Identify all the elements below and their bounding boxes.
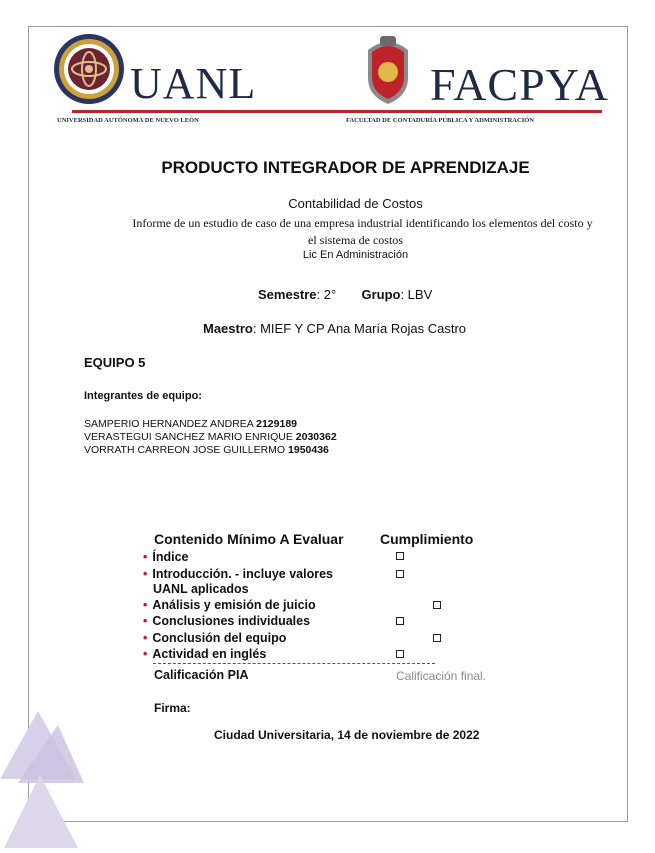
team-heading: EQUIPO 5	[84, 355, 146, 370]
checkbox-introduccion[interactable]	[396, 570, 404, 578]
members-heading: Integrantes de equipo:	[84, 390, 202, 402]
header-red-rule	[72, 110, 602, 113]
eval-item-conclusiones-individuales: • Conclusiones individuales	[143, 614, 311, 628]
semestre-grupo-line	[258, 287, 432, 302]
course-name: Contabilidad de Costos	[288, 196, 423, 211]
watermark-triangles-icon	[0, 705, 100, 848]
uanl-wordmark: UANL	[130, 59, 257, 108]
bullet-icon: •	[143, 567, 148, 581]
table-divider	[153, 663, 435, 664]
checkbox-indice[interactable]	[396, 552, 404, 560]
bullet-icon: •	[143, 614, 148, 628]
bullet-icon: •	[143, 598, 148, 612]
description-line-1: Informe de un estudio de caso de una empresa industrial identificando los elementos del costo y	[132, 216, 593, 230]
program-name: Lic En Administración	[302, 249, 409, 261]
signature-label: Firma:	[154, 701, 191, 715]
members-list	[84, 418, 337, 457]
facpya-caption: FACULTAD DE CONTADURÍA PÚBLICA Y ADMINISTRACIÓN	[346, 117, 534, 124]
eval-item-introduccion: • Introducción. - incluye valores UANL aplicados	[143, 567, 333, 596]
grupo-value: : LBV	[400, 287, 433, 302]
bullet-icon: •	[143, 550, 148, 564]
grade-field[interactable]: Calificación final.	[396, 669, 487, 683]
uanl-seal-icon	[52, 32, 126, 106]
member-row: SAMPERIO HERNANDEZ ANDREA 2129189	[84, 418, 298, 430]
place-date: Ciudad Universitaria, 14 de noviembre de 2022	[214, 728, 480, 742]
maestro-value: : MIEF Y CP Ana María Rojas Castro	[252, 321, 467, 336]
checkbox-conclusion-equipo[interactable]	[433, 634, 441, 642]
facpya-wordmark: FACPYA	[430, 59, 609, 110]
checkbox-actividad-ingles[interactable]	[396, 650, 404, 658]
eval-item-conclusion-equipo: • Conclusión del equipo	[143, 631, 287, 645]
col-header-content: Contenido Mínimo A Evaluar	[154, 531, 344, 547]
eval-item-actividad-ingles: • Actividad en inglés	[143, 647, 267, 661]
description-line-2: el sistema de costos	[308, 233, 403, 247]
semestre-label: Semestre	[258, 287, 317, 302]
checkbox-conclusiones-individuales[interactable]	[396, 617, 404, 625]
semestre-value: : 2°	[316, 287, 337, 302]
facpya-shield-icon	[362, 32, 414, 106]
grupo-label: Grupo	[361, 287, 401, 302]
checkbox-analisis[interactable]	[433, 601, 441, 609]
maestro-line	[203, 321, 466, 336]
col-header-compliance: Cumplimiento	[380, 531, 474, 547]
maestro-label: Maestro	[203, 321, 253, 336]
bullet-icon: •	[143, 631, 148, 645]
bullet-icon: •	[143, 647, 148, 661]
uanl-caption: UNIVERSIDAD AUTÓNOMA DE NUEVO LEÓN	[57, 117, 199, 124]
eval-item-analisis: • Análisis y emisión de juicio	[143, 598, 316, 612]
eval-item-indice: • Índice	[143, 550, 189, 564]
member-row: VORRATH CARREON JOSE GUILLERMO 1950436	[84, 444, 329, 456]
grade-label: Calificación PIA	[154, 668, 249, 682]
doc-title: PRODUCTO INTEGRADOR DE APRENDIZAJE	[161, 158, 530, 177]
member-row: VERASTEGUI SANCHEZ MARIO ENRIQUE 2030362	[84, 431, 337, 443]
